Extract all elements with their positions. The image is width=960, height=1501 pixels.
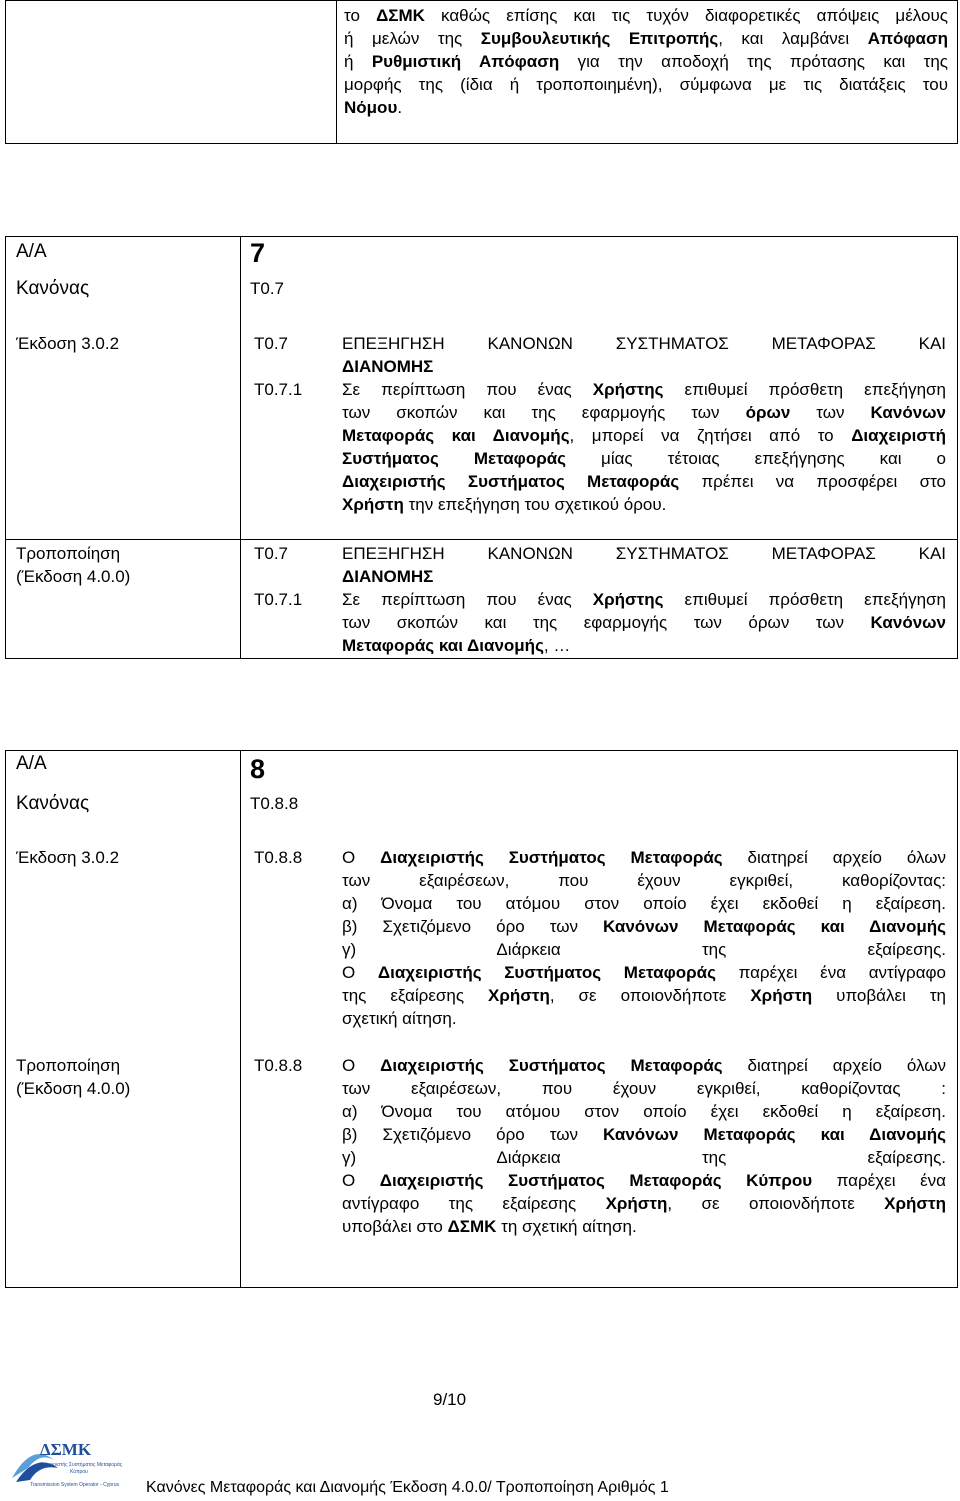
text-line: γ) Διάρκεια της εξαίρεσης. — [342, 1148, 946, 1167]
entry-7-v2-label-1: Τροποποίηση — [16, 544, 121, 563]
logo-name: ΔΣΜΚ — [40, 1440, 92, 1459]
entry-8-v2-text — [342, 1054, 946, 1238]
text-line: γ) Διάρκεια της εξαίρεσης. — [342, 940, 946, 959]
entry-7-v1-code-b: Τ0.7.1 — [254, 380, 303, 399]
entry-7-v2-text — [342, 588, 946, 657]
text-line: ή μελών της Συμβουλευτικής Επιτροπής, και λαμβάνει Απόφαση — [344, 29, 948, 48]
entry-7-aa-label: Α/Α — [16, 241, 47, 262]
text-line: Ο Διαχειριστής Συστήματος Μεταφοράς διατηρεί αρχείο όλων — [342, 848, 946, 867]
entry-8-col-divider — [240, 750, 241, 1288]
company-logo — [10, 1438, 128, 1496]
text-line: το ΔΣΜΚ καθώς επίσης και τις τυχόν διαφορετικές απόψεις μέλους — [344, 6, 948, 25]
entry-8-v1-code: Τ0.8.8 — [254, 848, 303, 867]
entry-7-v1-label: Έκδοση 3.0.2 — [16, 334, 120, 353]
top-fragment-text — [344, 4, 948, 119]
entry-8-aa-value: 8 — [250, 754, 266, 784]
entry-8-rule-value: Τ0.8.8 — [250, 794, 299, 813]
entry-8-v2-label-2: (Έκδοση 4.0.0) — [16, 1079, 131, 1098]
entry-7-row-divider — [5, 539, 958, 540]
text-line: β) Σχετιζόμενο όρο των Κανόνων Μεταφοράς και Διανομής — [342, 917, 946, 936]
text-line: Διαχειριστής Συστήματος Μεταφοράς πρέπει να προσφέρει στο — [342, 472, 946, 491]
text-line: Ο Διαχειριστής Συστήματος Μεταφοράς διατηρεί αρχείο όλων — [342, 1056, 946, 1075]
entry-7-v1-code-a: Τ0.7 — [254, 334, 289, 353]
entry-7-v2-label-2: (Έκδοση 4.0.0) — [16, 567, 131, 586]
entry-8-aa-label: Α/Α — [16, 753, 47, 774]
text-line: των σκοπών και της εφαρμογής των όρων των Κανόνων — [342, 613, 946, 632]
entry-7-col-divider — [240, 236, 241, 659]
text-line: σχετική αίτηση. — [342, 1009, 457, 1028]
text-line: Μεταφοράς και Διανομής, μπορεί να ζητήσει από το Διαχειριστή — [342, 426, 946, 445]
text-line: Σε περίπτωση που ένας Χρήστης επιθυμεί πρόσθετη επεξήγηση — [342, 590, 947, 609]
top-fragment-divider — [336, 0, 337, 144]
text-line: των σκοπών και της εφαρμογής των όρων των Κανόνων — [342, 403, 946, 422]
text-line: της εξαίρεσης Χρήστη, σε οποιονδήποτε Χρήστη υποβάλει τη — [342, 986, 946, 1005]
logo-line-1: Διαχειριστής Συστήματος Μεταφοράς — [40, 1462, 123, 1468]
entry-8-v2-code: Τ0.8.8 — [254, 1056, 303, 1075]
text-line: Μεταφοράς και Διανομής, … — [342, 636, 571, 655]
footer-text: Κανόνες Μεταφοράς και Διανομής Έκδοση 4.0.0/ Τροποποίηση Αριθμός 1 — [146, 1479, 669, 1496]
logo-line-2: Κύπρου — [70, 1469, 88, 1475]
text-line: ΔΙΑΝΟΜΗΣ — [342, 357, 434, 376]
text-line: Ο Διαχειριστής Συστήματος Μεταφοράς Κύπρου παρέχει ένα — [342, 1171, 946, 1190]
text-line: β) Σχετιζόμενο όρο των Κανόνων Μεταφοράς και Διανομής — [342, 1125, 946, 1144]
entry-7-v1-text — [342, 378, 946, 516]
text-line: υποβάλει στο ΔΣΜΚ τη σχετική αίτηση. — [342, 1217, 637, 1236]
text-line: Συστήματος Μεταφοράς μίας τέτοιας επεξήγησης και ο — [342, 449, 946, 468]
text-line: Χρήστη την επεξήγηση του σχετικού όρου. — [342, 495, 667, 514]
text-line: των εξαιρέσεων, που έχουν εγκριθεί, καθορίζοντας: — [342, 871, 946, 890]
text-line: α) Όνομα του ατόμου στον οποίο έχει εκδοθεί η εξαίρεση. — [342, 1102, 946, 1121]
entry-7-rule-label: Κανόνας — [16, 278, 90, 299]
text-line: ή Ρυθμιστική Απόφαση για την αποδοχή της πρότασης και της — [344, 52, 948, 71]
text-line: Νόμου. — [344, 98, 403, 117]
page-number: 9/10 — [433, 1390, 467, 1409]
entry-7-v2-heading — [342, 542, 946, 588]
text-line: ΕΠΕΞΗΓΗΣΗ ΚΑΝΟΝΩΝ ΣΥΣΤΗΜΑΤΟΣ ΜΕΤΑΦΟΡΑΣ ΚΑΙ — [342, 334, 946, 353]
entry-8-v2-label-1: Τροποποίηση — [16, 1056, 121, 1075]
entry-8-rule-label: Κανόνας — [16, 793, 90, 814]
entry-7-v2-code-a: Τ0.7 — [254, 544, 289, 563]
text-line: Ο Διαχειριστής Συστήματος Μεταφοράς παρέχει ένα αντίγραφο — [342, 963, 946, 982]
text-line: α) Όνομα του ατόμου στον οποίο έχει εκδοθεί η εξαίρεση. — [342, 894, 946, 913]
entry-8-v1-label: Έκδοση 3.0.2 — [16, 848, 120, 867]
entry-8-v1-text — [342, 846, 946, 1030]
entry-7-rule-value: Τ0.7 — [250, 279, 285, 298]
entry-7-aa-value: 7 — [250, 238, 266, 268]
logo-line-3: Transmission System Operator - Cyprus — [30, 1482, 120, 1488]
text-line: Σε περίπτωση που ένας Χρήστης επιθυμεί πρόσθετη επεξήγηση — [342, 380, 947, 399]
text-line: αντίγραφο της εξαίρεσης Χρήστη, σε οποιονδήποτε Χρήστη — [342, 1194, 947, 1213]
text-line: μορφής της (ίδια ή τροποποιημένη), σύμφωνα με τις διατάξεις του — [344, 75, 948, 94]
text-line: ΕΠΕΞΗΓΗΣΗ ΚΑΝΟΝΩΝ ΣΥΣΤΗΜΑΤΟΣ ΜΕΤΑΦΟΡΑΣ ΚΑΙ — [342, 544, 946, 563]
text-line: των εξαιρέσεων, που έχουν εγκριθεί, καθορίζοντας : — [342, 1079, 946, 1098]
entry-7-v2-code-b: Τ0.7.1 — [254, 590, 303, 609]
entry-7-v1-heading — [342, 332, 946, 378]
text-line: ΔΙΑΝΟΜΗΣ — [342, 567, 434, 586]
